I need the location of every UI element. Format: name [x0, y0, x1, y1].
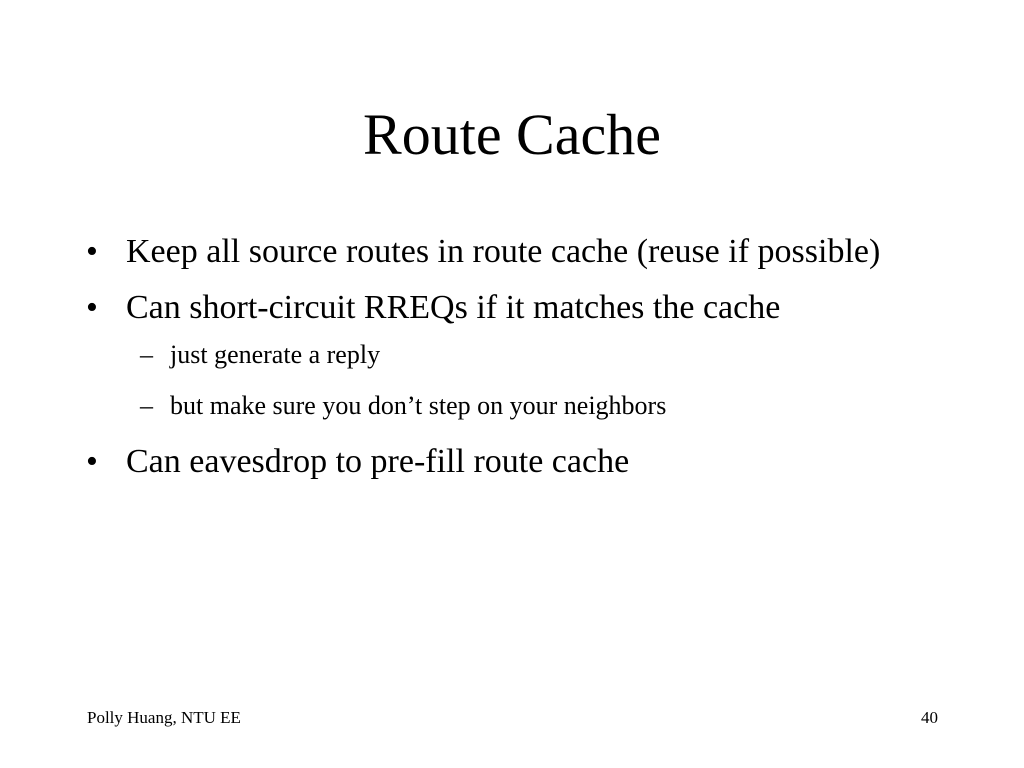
bullet-marker: • — [86, 443, 98, 480]
sub-bullet-item — [86, 338, 926, 372]
page-number: 40 — [921, 708, 938, 727]
dash-marker: – — [140, 340, 153, 369]
slide-title: Route Cache — [363, 102, 661, 167]
sub-bullet-text: just generate a reply — [170, 340, 381, 369]
bullet-marker: • — [86, 289, 98, 326]
bullet-item — [86, 440, 926, 484]
bullet-item — [86, 230, 926, 274]
sub-bullet-text: but make sure you don’t step on your neighbors — [170, 391, 667, 420]
footer-author: Polly Huang, NTU EE — [87, 708, 241, 727]
sub-bullet-item — [86, 389, 926, 423]
dash-marker: – — [140, 391, 153, 420]
bullet-item — [86, 286, 926, 330]
bullet-marker: • — [86, 233, 98, 270]
slide-body — [86, 230, 926, 496]
bullet-text: Can eavesdrop to pre-fill route cache — [126, 443, 630, 480]
bullet-text: Keep all source routes in route cache (reuse if possible) — [126, 233, 881, 270]
sub-bullet-list — [86, 338, 926, 423]
bullet-text: Can short-circuit RREQs if it matches the cache — [126, 289, 781, 326]
